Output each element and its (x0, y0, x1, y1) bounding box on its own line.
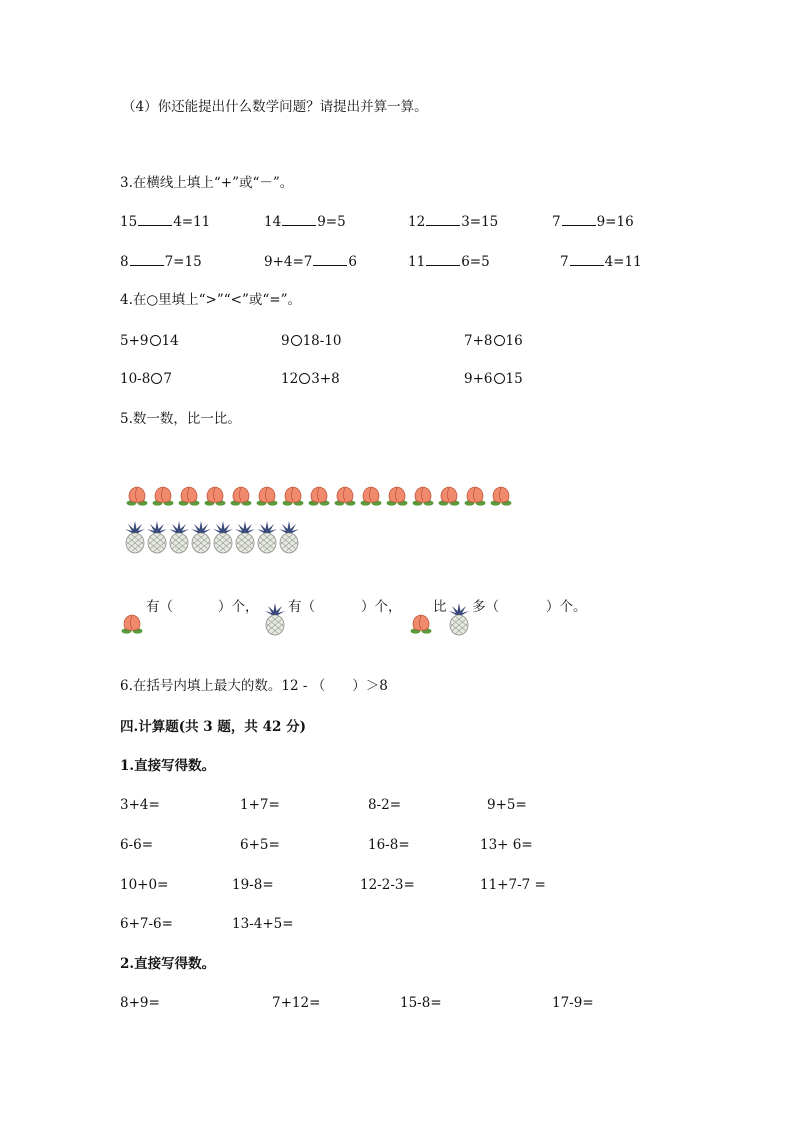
pineapple-icon (255, 520, 279, 554)
fill-ge-2: ）个， (361, 599, 402, 615)
answer-circle[interactable] (291, 335, 302, 346)
calc-item: 7+12= (272, 995, 321, 1011)
calc-1-title: 1.直接写得数。 (120, 758, 216, 774)
calc-item: 15-8= (400, 995, 442, 1011)
peach-icon (463, 484, 487, 508)
answer-blank[interactable] (282, 213, 316, 226)
fill-you-1: 有（ (146, 599, 173, 615)
calc-item: 3+4= (120, 797, 160, 813)
peach-icon (151, 484, 175, 508)
calc-item: 8+9= (120, 995, 160, 1011)
calc-item: 13+ 6= (480, 837, 533, 853)
fill-op-3-1-3: 12 3=15 (408, 214, 499, 230)
pineapple-icon (145, 520, 169, 554)
fill-ge-1: ）个， (218, 599, 259, 615)
pineapple-icon (277, 520, 301, 554)
calc-item: 8-2= (368, 797, 402, 813)
answer-circle[interactable] (150, 335, 161, 346)
peach-icon (307, 484, 331, 508)
calc-item: 16-8= (368, 837, 410, 853)
compare-4-1-1: 5+9 14 (120, 333, 179, 349)
pineapple-icon (263, 602, 289, 638)
calc-item: 6+5= (240, 837, 280, 853)
fill-op-3-2-3: 11 6=5 (408, 254, 490, 270)
calc-item: 11+7-7 = (480, 877, 546, 893)
compare-4-2-3: 9+6 15 (464, 371, 523, 387)
pineapple-icon (167, 520, 191, 554)
section-5-title: 5.数一数，比一比。 (120, 411, 241, 427)
answer-circle[interactable] (494, 373, 505, 384)
pineapple-icon (233, 520, 257, 554)
answer-circle[interactable] (151, 373, 162, 384)
peach-icon (229, 484, 253, 508)
answer-blank[interactable] (138, 213, 172, 226)
peach-icon (409, 612, 435, 642)
fill-bi: 比 (433, 599, 447, 615)
peach-icon (120, 612, 144, 636)
compare-4-2-1: 10-8 7 (120, 371, 172, 387)
fill-op-3-2-2: 9+4=7 6 (264, 254, 357, 270)
peach-icon (409, 612, 433, 636)
peach-icon (359, 484, 383, 508)
answer-blank[interactable] (130, 253, 164, 266)
calc-item: 19-8= (232, 877, 274, 893)
fill-op-3-1-4: 7 9=16 (552, 214, 634, 230)
peach-icon (120, 612, 146, 642)
pineapple-icon (447, 602, 473, 638)
answer-blank[interactable] (426, 253, 460, 266)
section-4-title: 4.在○里填上“>”“<”或“=”。 (120, 292, 302, 308)
fill-op-3-2-4: 7 4=11 (560, 254, 642, 270)
answer-circle[interactable] (494, 335, 505, 346)
part-4-heading: 四.计算题(共 3 题，共 42 分) (120, 719, 306, 735)
calc-item: 17-9= (552, 995, 594, 1011)
calc-item: 6-6= (120, 837, 154, 853)
fill-op-3-1-2: 14 9=5 (264, 214, 346, 230)
compare-4-1-3: 7+8 16 (464, 333, 523, 349)
pineapple-icon (447, 602, 471, 636)
compare-4-2-2: 12 3+8 (281, 371, 340, 387)
peach-icon (411, 484, 435, 508)
calc-item: 12-2-3= (360, 877, 415, 893)
peach-icon (203, 484, 227, 508)
section-3-title: 3.在横线上填上“+”或“－”。 (120, 175, 294, 191)
answer-circle[interactable] (299, 373, 310, 384)
peach-icon (437, 484, 461, 508)
fill-duo: 多（ (472, 599, 499, 615)
fill-ge-3: ）个。 (546, 599, 587, 615)
peach-icon (333, 484, 357, 508)
peach-icon (281, 484, 305, 508)
pineapple-icon (189, 520, 213, 554)
calc-item: 6+7-6= (120, 916, 173, 932)
pineapple-icon (211, 520, 235, 554)
pineapple-icon (123, 520, 147, 554)
peach-icon (255, 484, 279, 508)
pineapple-row (123, 520, 323, 556)
calc-item: 13-4+5= (232, 916, 294, 932)
calc-2-title: 2.直接写得数。 (120, 956, 216, 972)
answer-blank[interactable] (426, 213, 460, 226)
calc-item: 9+5= (487, 797, 527, 813)
calc-item: 10+0= (120, 877, 169, 893)
peach-icon (385, 484, 409, 508)
answer-blank[interactable] (562, 213, 596, 226)
sub-question-4: （4）你还能提出什么数学问题？请提出并算一算。 (122, 99, 428, 115)
peach-icon (489, 484, 513, 508)
calc-item: 1+7= (240, 797, 280, 813)
peach-icon (177, 484, 201, 508)
fill-op-3-2-1: 8 7=15 (120, 254, 202, 270)
pineapple-icon (263, 602, 287, 636)
fill-op-3-1-1: 15 4=11 (120, 214, 211, 230)
answer-blank[interactable] (313, 253, 347, 266)
answer-blank[interactable] (570, 253, 604, 266)
section-6-title: 6.在括号内填上最大的数。12 - （ ）＞8 (120, 678, 388, 694)
peach-icon (125, 484, 149, 508)
fill-you-2: 有（ (288, 599, 315, 615)
compare-4-1-2: 9 18-10 (281, 333, 342, 349)
peach-row (125, 484, 525, 514)
